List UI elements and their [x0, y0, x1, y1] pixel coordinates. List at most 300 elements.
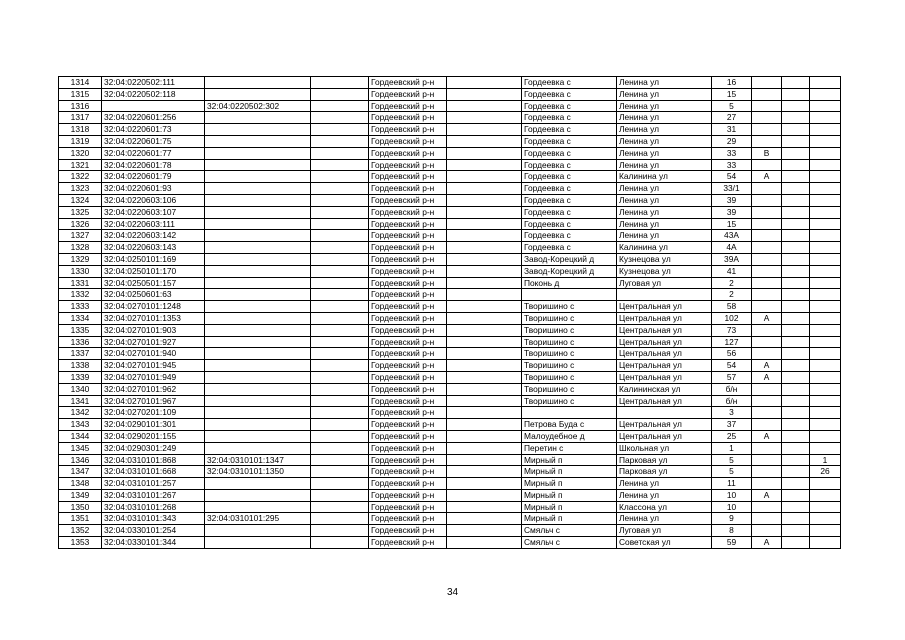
blank-cell — [311, 159, 369, 171]
building-cell — [782, 88, 810, 100]
cadastral-number-2-cell — [205, 336, 311, 348]
building-cell — [782, 171, 810, 183]
table-row — [59, 77, 841, 89]
district-cell: Гордеевский р-н — [369, 147, 447, 159]
house-letter-cell — [752, 159, 782, 171]
cadastral-number-cell: 32:04:0290301:249 — [102, 442, 205, 454]
street-cell: Парковая ул — [617, 466, 712, 478]
street-cell: Центральная ул — [617, 419, 712, 431]
district-cell: Гордеевский р-н — [369, 88, 447, 100]
cadastral-number-2-cell — [205, 265, 311, 277]
row-number-cell: 1347 — [59, 466, 102, 478]
apartment-cell — [810, 312, 841, 324]
street-cell: Ленина ул — [617, 135, 712, 147]
cadastral-number-2-cell — [205, 430, 311, 442]
settlement-type-cell — [447, 537, 522, 549]
row-number-cell: 1353 — [59, 537, 102, 549]
table-row — [59, 513, 841, 525]
district-cell: Гордеевский р-н — [369, 301, 447, 313]
house-number-cell: 11 — [712, 478, 752, 490]
cadastral-number-2-cell: 32:04:0310101:295 — [205, 513, 311, 525]
street-cell: Центральная ул — [617, 324, 712, 336]
building-cell — [782, 77, 810, 89]
settlement-type-cell — [447, 88, 522, 100]
house-number-cell: 39 — [712, 194, 752, 206]
district-cell: Гордеевский р-н — [369, 360, 447, 372]
street-cell: Ленина ул — [617, 194, 712, 206]
house-letter-cell — [752, 277, 782, 289]
row-number-cell: 1322 — [59, 171, 102, 183]
cadastral-number-cell: 32:04:0290101:301 — [102, 419, 205, 431]
row-number-cell: 1349 — [59, 489, 102, 501]
settlement-type-cell — [447, 135, 522, 147]
row-number-cell: 1319 — [59, 135, 102, 147]
house-number-cell: 5 — [712, 466, 752, 478]
house-number-cell: 25 — [712, 430, 752, 442]
street-cell: Классона ул — [617, 501, 712, 513]
settlement-cell: Поконь д — [522, 277, 617, 289]
settlement-cell: Творишино с — [522, 360, 617, 372]
row-number-cell: 1329 — [59, 253, 102, 265]
table-row — [59, 419, 841, 431]
house-number-cell: 39 — [712, 206, 752, 218]
cadastral-number-cell: 32:04:0220601:73 — [102, 124, 205, 136]
house-letter-cell: А — [752, 430, 782, 442]
settlement-type-cell — [447, 77, 522, 89]
settlement-cell: Гордеевка с — [522, 183, 617, 195]
settlement-cell: Завод-Корецкий д — [522, 265, 617, 277]
building-cell — [782, 525, 810, 537]
house-number-cell: 39А — [712, 253, 752, 265]
building-cell — [782, 348, 810, 360]
cadastral-number-2-cell — [205, 194, 311, 206]
blank-cell — [311, 124, 369, 136]
street-cell: Ленина ул — [617, 218, 712, 230]
settlement-cell: Смяльч с — [522, 537, 617, 549]
cadastral-number-cell: 32:04:0330101:254 — [102, 525, 205, 537]
street-cell: Ленина ул — [617, 112, 712, 124]
street-cell: Ленина ул — [617, 147, 712, 159]
table-row — [59, 206, 841, 218]
apartment-cell — [810, 419, 841, 431]
street-cell: Центральная ул — [617, 336, 712, 348]
cadastral-number-2-cell — [205, 419, 311, 431]
house-letter-cell: А — [752, 489, 782, 501]
cadastral-number-cell: 32:04:0220502:118 — [102, 88, 205, 100]
cadastral-number-cell: 32:04:0220601:77 — [102, 147, 205, 159]
table-row — [59, 466, 841, 478]
blank-cell — [311, 183, 369, 195]
cadastral-number-cell: 32:04:0330101:344 — [102, 537, 205, 549]
house-letter-cell — [752, 466, 782, 478]
row-number-cell: 1330 — [59, 265, 102, 277]
settlement-cell: Завод-Корецкий д — [522, 253, 617, 265]
settlement-cell: Гордеевка с — [522, 77, 617, 89]
street-cell: Ленина ул — [617, 206, 712, 218]
house-number-cell: 15 — [712, 218, 752, 230]
cadastral-number-2-cell — [205, 301, 311, 313]
row-number-cell: 1352 — [59, 525, 102, 537]
cadastral-number-cell: 32:04:0220601:78 — [102, 159, 205, 171]
blank-cell — [311, 171, 369, 183]
settlement-cell — [522, 407, 617, 419]
blank-cell — [311, 336, 369, 348]
table-row — [59, 277, 841, 289]
table-row — [59, 395, 841, 407]
apartment-cell — [810, 253, 841, 265]
street-cell: Центральная ул — [617, 360, 712, 372]
district-cell: Гордеевский р-н — [369, 407, 447, 419]
table-row — [59, 265, 841, 277]
settlement-type-cell — [447, 253, 522, 265]
apartment-cell — [810, 478, 841, 490]
street-cell — [617, 407, 712, 419]
house-letter-cell — [752, 442, 782, 454]
cadastral-number-cell: 32:04:0270101:949 — [102, 371, 205, 383]
street-cell: Ленина ул — [617, 159, 712, 171]
house-number-cell: 54 — [712, 360, 752, 372]
registry-table — [58, 76, 841, 549]
cadastral-number-cell: 32:04:0220601:93 — [102, 183, 205, 195]
house-letter-cell — [752, 419, 782, 431]
blank-cell — [311, 324, 369, 336]
cadastral-number-2-cell — [205, 218, 311, 230]
apartment-cell — [810, 513, 841, 525]
settlement-type-cell — [447, 489, 522, 501]
settlement-cell: Гордеевка с — [522, 159, 617, 171]
apartment-cell — [810, 230, 841, 242]
apartment-cell — [810, 348, 841, 360]
row-number-cell: 1341 — [59, 395, 102, 407]
settlement-type-cell — [447, 336, 522, 348]
apartment-cell — [810, 88, 841, 100]
house-number-cell: б/н — [712, 395, 752, 407]
district-cell: Гордеевский р-н — [369, 253, 447, 265]
house-letter-cell — [752, 265, 782, 277]
blank-cell — [311, 135, 369, 147]
cadastral-number-cell: 32:04:0270101:967 — [102, 395, 205, 407]
row-number-cell: 1326 — [59, 218, 102, 230]
house-number-cell: 10 — [712, 501, 752, 513]
district-cell: Гордеевский р-н — [369, 218, 447, 230]
house-letter-cell — [752, 135, 782, 147]
blank-cell — [311, 371, 369, 383]
settlement-type-cell — [447, 407, 522, 419]
cadastral-number-cell: 32:04:0310101:343 — [102, 513, 205, 525]
district-cell: Гордеевский р-н — [369, 371, 447, 383]
blank-cell — [311, 360, 369, 372]
building-cell — [782, 501, 810, 513]
house-number-cell: б/н — [712, 383, 752, 395]
row-number-cell: 1332 — [59, 289, 102, 301]
street-cell: Центральная ул — [617, 430, 712, 442]
cadastral-number-cell: 32:04:0310101:268 — [102, 501, 205, 513]
table-row — [59, 489, 841, 501]
settlement-cell: Гордеевка с — [522, 124, 617, 136]
cadastral-number-cell: 32:04:0220601:75 — [102, 135, 205, 147]
building-cell — [782, 360, 810, 372]
house-number-cell: 33 — [712, 159, 752, 171]
table-row — [59, 124, 841, 136]
cadastral-number-cell: 32:04:0270201:109 — [102, 407, 205, 419]
cadastral-number-cell: 32:04:0270101:945 — [102, 360, 205, 372]
house-number-cell: 2 — [712, 289, 752, 301]
cadastral-number-2-cell — [205, 348, 311, 360]
house-number-cell: 33/1 — [712, 183, 752, 195]
settlement-cell: Мирный п — [522, 454, 617, 466]
cadastral-number-cell: 32:04:0310101:668 — [102, 466, 205, 478]
blank-cell — [311, 348, 369, 360]
row-number-cell: 1315 — [59, 88, 102, 100]
settlement-type-cell — [447, 466, 522, 478]
settlement-cell: Творишино с — [522, 324, 617, 336]
settlement-cell: Гордеевка с — [522, 242, 617, 254]
house-number-cell: 59 — [712, 537, 752, 549]
settlement-type-cell — [447, 218, 522, 230]
district-cell: Гордеевский р-н — [369, 242, 447, 254]
settlement-cell: Творишино с — [522, 371, 617, 383]
house-letter-cell — [752, 478, 782, 490]
settlement-cell: Творишино с — [522, 348, 617, 360]
house-letter-cell — [752, 183, 782, 195]
house-letter-cell — [752, 77, 782, 89]
cadastral-number-cell: 32:04:0250101:169 — [102, 253, 205, 265]
district-cell: Гордеевский р-н — [369, 489, 447, 501]
apartment-cell — [810, 124, 841, 136]
settlement-type-cell — [447, 442, 522, 454]
district-cell: Гордеевский р-н — [369, 135, 447, 147]
building-cell — [782, 265, 810, 277]
building-cell — [782, 442, 810, 454]
street-cell: Калинина ул — [617, 171, 712, 183]
table-row — [59, 336, 841, 348]
district-cell: Гордеевский р-н — [369, 383, 447, 395]
apartment-cell — [810, 525, 841, 537]
cadastral-number-2-cell — [205, 395, 311, 407]
settlement-type-cell — [447, 430, 522, 442]
house-number-cell: 5 — [712, 100, 752, 112]
street-cell: Ленина ул — [617, 183, 712, 195]
apartment-cell: 26 — [810, 466, 841, 478]
street-cell: Калининская ул — [617, 383, 712, 395]
settlement-cell: Петрова Буда с — [522, 419, 617, 431]
street-cell: Ленина ул — [617, 100, 712, 112]
settlement-type-cell — [447, 242, 522, 254]
cadastral-number-2-cell — [205, 124, 311, 136]
street-cell: Ленина ул — [617, 513, 712, 525]
apartment-cell: 1 — [810, 454, 841, 466]
apartment-cell — [810, 430, 841, 442]
settlement-cell: Смяльч с — [522, 525, 617, 537]
blank-cell — [311, 537, 369, 549]
building-cell — [782, 383, 810, 395]
settlement-type-cell — [447, 124, 522, 136]
house-number-cell: 43А — [712, 230, 752, 242]
district-cell: Гордеевский р-н — [369, 537, 447, 549]
cadastral-number-2-cell — [205, 206, 311, 218]
row-number-cell: 1344 — [59, 430, 102, 442]
settlement-type-cell — [447, 289, 522, 301]
apartment-cell — [810, 336, 841, 348]
house-letter-cell: А — [752, 371, 782, 383]
building-cell — [782, 407, 810, 419]
district-cell: Гордеевский р-н — [369, 77, 447, 89]
table-row — [59, 371, 841, 383]
table-row — [59, 407, 841, 419]
settlement-cell: Гордеевка с — [522, 206, 617, 218]
row-number-cell: 1340 — [59, 383, 102, 395]
blank-cell — [311, 77, 369, 89]
cadastral-number-cell: 32:04:0220603:107 — [102, 206, 205, 218]
settlement-cell: Мирный п — [522, 466, 617, 478]
district-cell: Гордеевский р-н — [369, 513, 447, 525]
blank-cell — [311, 147, 369, 159]
house-number-cell: 29 — [712, 135, 752, 147]
cadastral-number-cell: 32:04:0220601:79 — [102, 171, 205, 183]
cadastral-number-cell: 32:04:0290201:155 — [102, 430, 205, 442]
cadastral-number-cell: 32:04:0270101:1353 — [102, 312, 205, 324]
row-number-cell: 1342 — [59, 407, 102, 419]
house-letter-cell — [752, 289, 782, 301]
cadastral-number-cell: 32:04:0250601:63 — [102, 289, 205, 301]
row-number-cell: 1348 — [59, 478, 102, 490]
street-cell: Ленина ул — [617, 489, 712, 501]
street-cell: Советская ул — [617, 537, 712, 549]
building-cell — [782, 253, 810, 265]
apartment-cell — [810, 265, 841, 277]
house-number-cell: 57 — [712, 371, 752, 383]
settlement-type-cell — [447, 159, 522, 171]
building-cell — [782, 324, 810, 336]
building-cell — [782, 312, 810, 324]
district-cell: Гордеевский р-н — [369, 124, 447, 136]
house-letter-cell — [752, 501, 782, 513]
settlement-cell: Малоудебное д — [522, 430, 617, 442]
street-cell: Центральная ул — [617, 395, 712, 407]
house-number-cell: 37 — [712, 419, 752, 431]
table-row — [59, 478, 841, 490]
row-number-cell: 1323 — [59, 183, 102, 195]
building-cell — [782, 454, 810, 466]
row-number-cell: 1314 — [59, 77, 102, 89]
street-cell: Ленина ул — [617, 124, 712, 136]
street-cell: Кузнецова ул — [617, 265, 712, 277]
cadastral-number-2-cell — [205, 253, 311, 265]
district-cell: Гордеевский р-н — [369, 206, 447, 218]
apartment-cell — [810, 407, 841, 419]
house-number-cell: 9 — [712, 513, 752, 525]
building-cell — [782, 289, 810, 301]
row-number-cell: 1328 — [59, 242, 102, 254]
row-number-cell: 1345 — [59, 442, 102, 454]
settlement-cell: Гордеевка с — [522, 88, 617, 100]
street-cell: Луговая ул — [617, 525, 712, 537]
row-number-cell: 1339 — [59, 371, 102, 383]
house-letter-cell — [752, 407, 782, 419]
house-letter-cell — [752, 383, 782, 395]
row-number-cell: 1331 — [59, 277, 102, 289]
settlement-type-cell — [447, 348, 522, 360]
apartment-cell — [810, 77, 841, 89]
blank-cell — [311, 277, 369, 289]
table-row — [59, 147, 841, 159]
table-row — [59, 159, 841, 171]
district-cell: Гордеевский р-н — [369, 230, 447, 242]
settlement-type-cell — [447, 395, 522, 407]
blank-cell — [311, 312, 369, 324]
street-cell: Ленина ул — [617, 77, 712, 89]
cadastral-number-cell: 32:04:0250101:170 — [102, 265, 205, 277]
blank-cell — [311, 383, 369, 395]
cadastral-number-cell: 32:04:0310101:267 — [102, 489, 205, 501]
settlement-type-cell — [447, 371, 522, 383]
blank-cell — [311, 395, 369, 407]
cadastral-number-cell: 32:04:0270101:962 — [102, 383, 205, 395]
house-letter-cell — [752, 348, 782, 360]
apartment-cell — [810, 100, 841, 112]
building-cell — [782, 112, 810, 124]
settlement-type-cell — [447, 301, 522, 313]
cadastral-number-2-cell — [205, 478, 311, 490]
table-row — [59, 501, 841, 513]
table-row — [59, 230, 841, 242]
blank-cell — [311, 478, 369, 490]
building-cell — [782, 124, 810, 136]
cadastral-number-cell: 32:04:0270101:903 — [102, 324, 205, 336]
district-cell: Гордеевский р-н — [369, 312, 447, 324]
house-number-cell: 1 — [712, 442, 752, 454]
table-row — [59, 312, 841, 324]
table-row — [59, 242, 841, 254]
row-number-cell: 1346 — [59, 454, 102, 466]
building-cell — [782, 242, 810, 254]
cadastral-number-2-cell — [205, 371, 311, 383]
cadastral-number-2-cell: 32:04:0310101:1350 — [205, 466, 311, 478]
table-row — [59, 171, 841, 183]
settlement-cell: Творишино с — [522, 383, 617, 395]
district-cell: Гордеевский р-н — [369, 442, 447, 454]
settlement-cell: Гордеевка с — [522, 230, 617, 242]
cadastral-number-2-cell — [205, 289, 311, 301]
street-cell: Ленина ул — [617, 88, 712, 100]
district-cell: Гордеевский р-н — [369, 183, 447, 195]
house-number-cell: 33 — [712, 147, 752, 159]
settlement-type-cell — [447, 277, 522, 289]
row-number-cell: 1327 — [59, 230, 102, 242]
street-cell: Центральная ул — [617, 348, 712, 360]
settlement-type-cell — [447, 206, 522, 218]
settlement-cell: Мирный п — [522, 489, 617, 501]
row-number-cell: 1336 — [59, 336, 102, 348]
row-number-cell: 1321 — [59, 159, 102, 171]
house-number-cell: 16 — [712, 77, 752, 89]
house-letter-cell: А — [752, 171, 782, 183]
district-cell: Гордеевский р-н — [369, 430, 447, 442]
blank-cell — [311, 112, 369, 124]
apartment-cell — [810, 159, 841, 171]
settlement-cell: Мирный п — [522, 478, 617, 490]
apartment-cell — [810, 383, 841, 395]
table-row — [59, 135, 841, 147]
cadastral-number-2-cell: 32:04:0310101:1347 — [205, 454, 311, 466]
district-cell: Гордеевский р-н — [369, 100, 447, 112]
settlement-type-cell — [447, 183, 522, 195]
house-letter-cell — [752, 206, 782, 218]
settlement-type-cell — [447, 230, 522, 242]
house-number-cell: 54 — [712, 171, 752, 183]
table-row — [59, 525, 841, 537]
house-number-cell: 58 — [712, 301, 752, 313]
